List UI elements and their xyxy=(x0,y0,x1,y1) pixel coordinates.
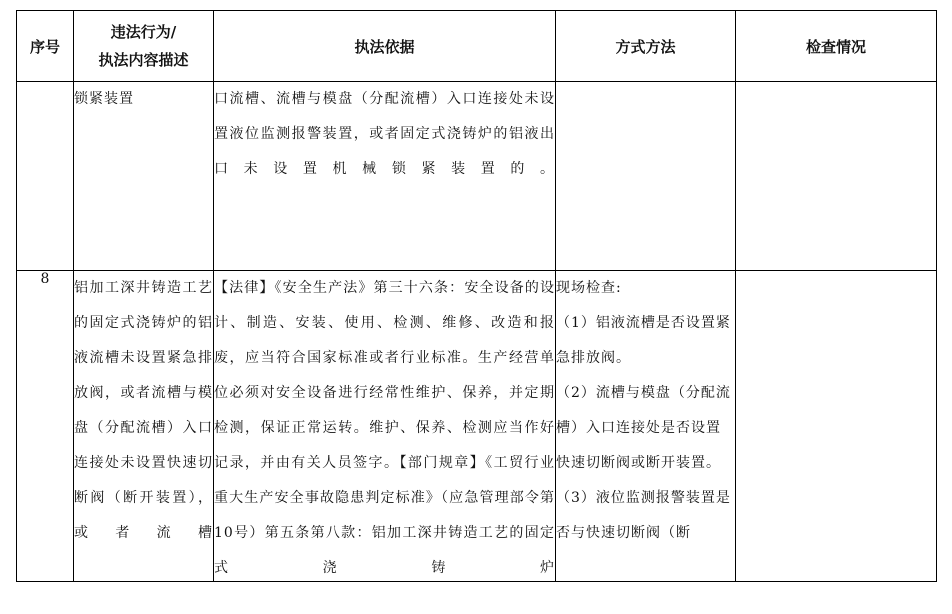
header-no: 序号 xyxy=(17,11,74,82)
header-basis: 执法依据 xyxy=(214,11,556,82)
row-number: 8 xyxy=(17,271,74,582)
header-method: 方式方法 xyxy=(556,11,736,82)
row-basis xyxy=(214,271,556,582)
row-check xyxy=(736,271,937,582)
table-header-row xyxy=(17,11,937,82)
row-basis-text: 【法律】《安全生产法》第三十六条：安全设备的设计、制造、安装、使用、检测、维修、改造和报废，应当符合国家标准或者行业标准。生产经营单位必须对安全设备进行经常性维护、保养，并定期检测，保证正常运转。维护、保养、检测应当作好记录，并由有关人员签字。【部门规章】《工贸行业重大生产安全事故隐患判定标准》（应急管理部令第10号）第五条第八款：铝加工深井铸造工艺的固定式浇铸炉 xyxy=(214,280,555,576)
row-description xyxy=(74,82,214,271)
row-description-text: 铝加工深井铸造工艺的固定式浇铸炉的铝液流槽未设置紧急排放阀，或者流槽与模盘（分配流槽）入口连接处未设置快速切断阀（断开装置），或者流槽 xyxy=(74,280,213,541)
header-check: 检查情况 xyxy=(736,11,937,82)
method-item: （1）铝液流槽是否设置紧急排放阀。 xyxy=(556,315,731,366)
method-item: （3）液位监测报警装置是否与快速切断阀（断 xyxy=(556,490,731,541)
header-description-line1: 违法行为/ xyxy=(110,23,177,41)
header-description xyxy=(74,11,214,82)
enforcement-table xyxy=(16,10,937,582)
table-row xyxy=(17,271,937,582)
row-method xyxy=(556,82,736,271)
row-method xyxy=(556,271,736,582)
method-item: 现场检查: xyxy=(556,280,622,296)
row-description-text: 锁紧装置 xyxy=(74,91,134,107)
row-check xyxy=(736,82,937,271)
row-basis xyxy=(214,82,556,271)
table-row xyxy=(17,82,937,271)
row-description xyxy=(74,271,214,582)
header-description-line2: 执法内容描述 xyxy=(98,51,189,69)
method-list xyxy=(556,271,735,577)
row-number xyxy=(17,82,74,271)
method-item: （2）流槽与模盘（分配流槽）入口连接处是否设置快速切断阀或断开装置。 xyxy=(556,385,731,471)
row-basis-text: 口流槽、流槽与模盘（分配流槽）入口连接处未设置液位监测报警装置，或者固定式浇铸炉的铝液出口未设置机械锁紧装置的。 xyxy=(214,91,555,177)
